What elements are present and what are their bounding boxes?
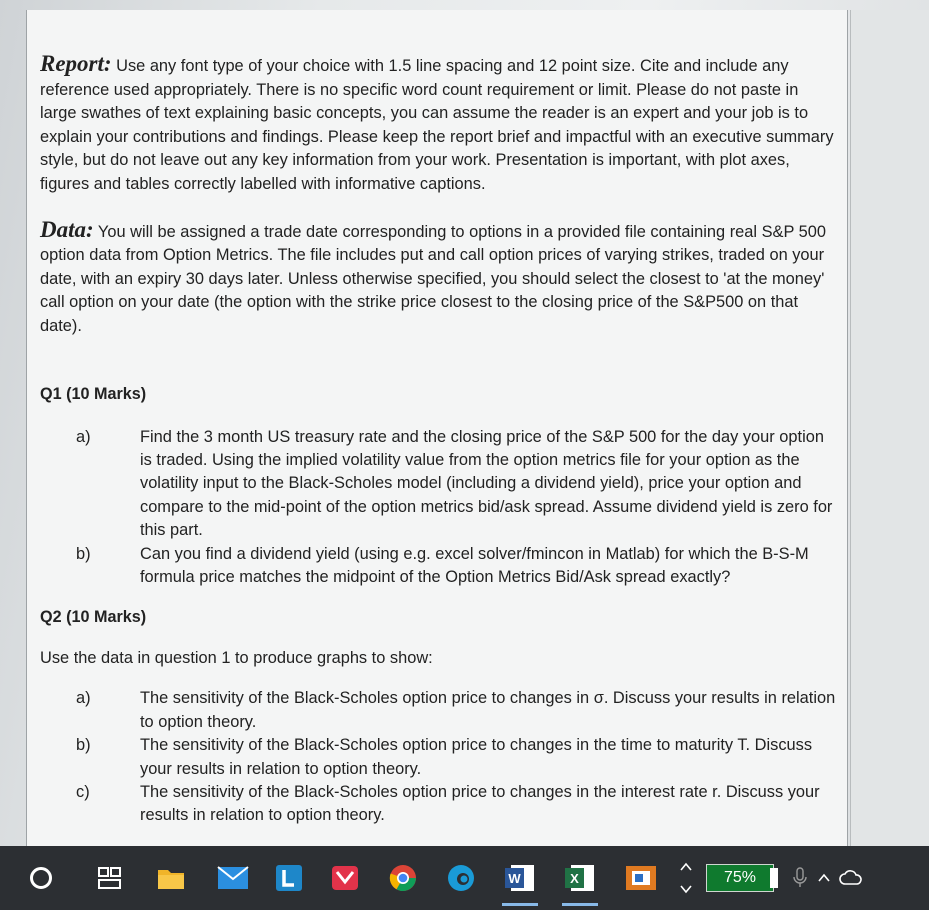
data-text: You will be assigned a trade date corresponding to options in a provided file containing real S&P 500 option data from Option Metrics. The file includes put and call option prices of varying strikes, traded on your date, with an expiry 30 days later. Unless otherwise specified, you should select the closest to 'at the money' call option on your date (the option with the strike price closest to the closing price of the S&P500 on that date). — [40, 222, 826, 335]
q2-item-a-label: a) — [76, 689, 91, 708]
zoom-level: 75% — [706, 864, 774, 892]
powerpoint-icon — [625, 865, 657, 891]
microphone-button[interactable] — [788, 846, 812, 910]
outlook-button[interactable] — [316, 846, 374, 910]
zoom-stepper[interactable] — [672, 846, 700, 910]
svg-text:W: W — [508, 871, 521, 886]
excel-button[interactable] — [550, 846, 610, 910]
report-text: Use any font type of your choice with 1.5 line spacing and 12 point size. Cite and include any reference used appropriately. There is no specific word count requirement or limit. Please do not paste in large swathes of text explaining basic concepts, you can assume the reader is an expert and your job is to explain your contributions and findings. Please keep the report brief and impactful with an executive summary style, but do not leave out any key information from your work. Presentation is important, with plot axes, figures and tables correctly labelled with informative captions. — [40, 57, 834, 193]
chrome-button[interactable] — [374, 846, 432, 910]
lync-icon — [275, 864, 303, 892]
cloud-icon — [839, 870, 863, 886]
mail-button[interactable] — [204, 846, 262, 910]
excel-icon — [564, 863, 596, 893]
q1-item-a-text: Find the 3 month US treasury rate and the closing price of the S&P 500 for the day your option is traded. Using the implied volatility value from the option metrics file for your option as the volatility input to the Black-Scholes model (including a dividend yield), price your option and compare to the mid-point of the option metrics bid/ask spread. Assume dividend yield is zero for this part. — [140, 427, 833, 540]
lync-button[interactable] — [262, 846, 316, 910]
task-view-button[interactable] — [82, 846, 138, 910]
zoom-control[interactable] — [700, 846, 788, 910]
svg-text:X: X — [570, 871, 579, 886]
q1-item-a — [40, 426, 839, 543]
document-margin-strip — [850, 10, 929, 846]
q2-item-b-text: The sensitivity of the Black-Scholes option price to changes in the time to maturity T. Discuss your results in relation to option theory. — [140, 736, 813, 778]
q2-item-b — [40, 734, 839, 781]
cortana-icon — [28, 865, 54, 891]
powerpoint-button[interactable] — [610, 846, 672, 910]
outlook-icon — [330, 864, 360, 892]
edge-icon — [446, 863, 476, 893]
chevron-up-down-icon — [679, 858, 693, 898]
q2-item-c-text: The sensitivity of the Black-Scholes option price to changes in the interest rate r. Discuss your results in relation to option theory. — [140, 783, 820, 825]
microphone-icon — [793, 867, 807, 889]
task-view-icon — [97, 866, 123, 890]
chrome-icon — [388, 863, 418, 893]
system-tray-expand[interactable] — [812, 846, 836, 910]
onedrive-button[interactable] — [836, 846, 866, 910]
q1-item-b — [40, 543, 839, 590]
q1-item-b-text: Can you find a dividend yield (using e.g. excel solver/fmincon in Matlab) for which the B-S-M formula price matches the midpoint of the Option Metrics Bid/Ask spread exactly? — [140, 544, 809, 586]
word-button[interactable] — [490, 846, 550, 910]
word-icon — [504, 863, 536, 893]
report-lead: Report: — [40, 51, 112, 76]
q1-heading: Q1 (10 Marks) — [40, 384, 147, 403]
taskbar — [0, 846, 929, 910]
data-lead: Data: — [40, 216, 94, 242]
q2-heading: Q2 (10 Marks) — [40, 608, 147, 627]
mail-icon — [217, 866, 249, 890]
q2-item-c — [40, 781, 839, 828]
report-paragraph — [40, 52, 839, 197]
q2-intro: Use the data in question 1 to produce graphs to show: — [40, 649, 433, 668]
cortana-button[interactable] — [0, 846, 82, 910]
file-explorer-button[interactable] — [138, 846, 204, 910]
chevron-up-icon — [817, 873, 831, 883]
data-paragraph — [40, 218, 839, 339]
zoom-slider-handle[interactable] — [770, 868, 778, 888]
edge-button[interactable] — [432, 846, 490, 910]
document-page — [26, 10, 848, 846]
q2-item-b-label: b) — [76, 736, 91, 755]
q2-item-a — [40, 687, 839, 734]
q1-item-a-label: a) — [76, 427, 91, 446]
file-explorer-icon — [156, 865, 186, 891]
q2-item-c-label: c) — [76, 783, 90, 801]
q2-item-a-text: The sensitivity of the Black-Scholes option price to changes in σ. Discuss your results in relation to option theory. — [140, 689, 836, 731]
q1-item-b-label: b) — [76, 544, 91, 563]
